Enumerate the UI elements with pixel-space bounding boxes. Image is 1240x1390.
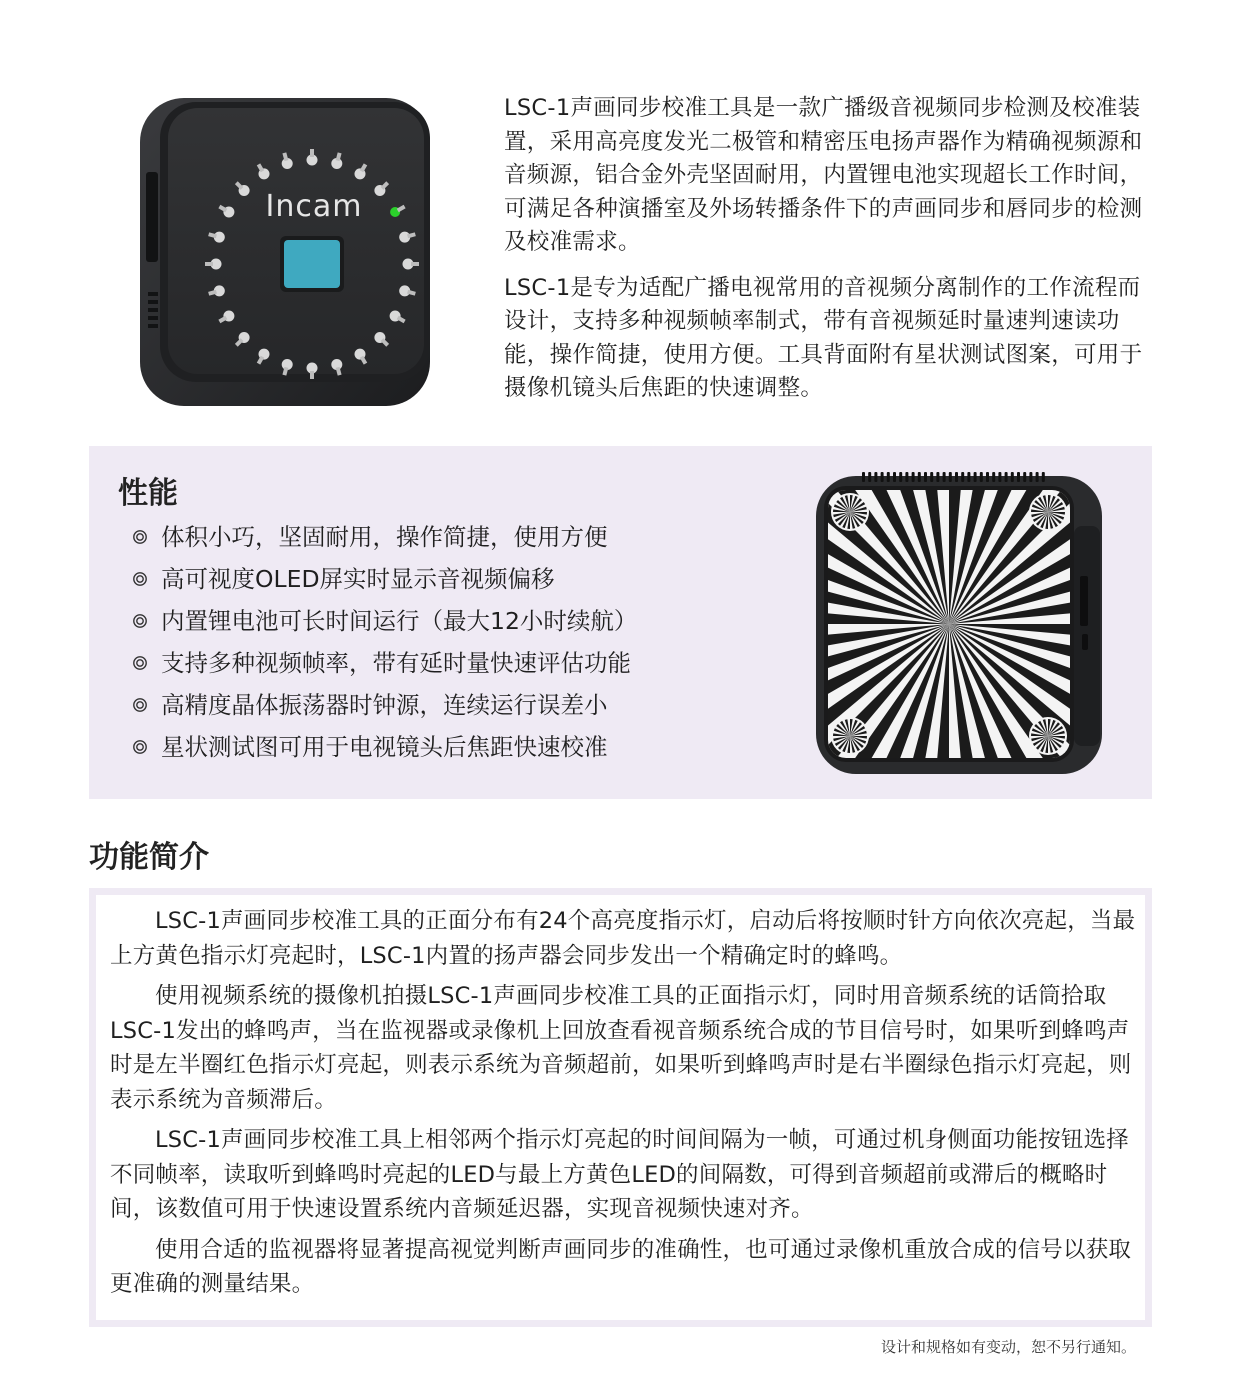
performance-item-text: 高精度晶体振荡器时钟源，连续运行误差小: [161, 691, 608, 719]
brand-label: Incam: [265, 189, 363, 224]
vent-slot: [949, 472, 952, 482]
oled-screen: [284, 240, 340, 288]
vent-slot: [1023, 472, 1026, 482]
vent-slot: [1029, 472, 1032, 482]
led-tick: [310, 371, 314, 379]
vent-slot: [905, 472, 908, 482]
vent-slot: [930, 472, 933, 482]
function-paragraph: LSC-1声画同步校准工具上相邻两个指示灯亮起的时间间隔为一帧，可通过机身侧面功能按钮选择不同帧率，读取听到蜂鸣时亮起的LED与最上方黄色LED的间隔数，可得到音频超前或滞后的概略时间，该数值可用于快速设置系统内音频延迟器，实现音视频快速对齐。: [110, 1127, 1129, 1222]
vent-slot: [980, 472, 983, 482]
double-circle-bullet-icon: [132, 613, 148, 629]
double-circle-bullet-icon: [132, 655, 148, 671]
performance-title: 性能: [118, 476, 178, 511]
performance-item: [132, 684, 637, 726]
vent-slot: [881, 472, 884, 482]
vent-slot: [936, 472, 939, 482]
function-paragraph: 使用合适的监视器将显著提高视觉判断声画同步的准确性，也可通过录像机重放合成的信号以获取更准确的测量结果。: [110, 1236, 1132, 1297]
performance-item-text: 内置锂电池可长时间运行（最大12小时续航）: [161, 607, 638, 635]
vent-slot: [1042, 472, 1045, 482]
performance-item: [132, 600, 637, 642]
function-title: 功能简介: [89, 840, 209, 875]
back-device-star-chart-image: [812, 466, 1104, 778]
performance-item-text: 星状测试图可用于电视镜头后焦距快速校准: [161, 733, 608, 761]
performance-list: [132, 516, 637, 768]
vent-slot: [912, 472, 915, 482]
vent-slot: [961, 472, 964, 482]
function-paragraph: LSC-1声画同步校准工具的正面分布有24个高亮度指示灯，启动后将按顺时针方向依次亮起，当最上方黄色指示灯亮起时，LSC-1内置的扬声器会同步发出一个精确定时的蜂鸣。: [110, 908, 1136, 969]
performance-item: [132, 558, 637, 600]
vent-slot: [874, 472, 877, 482]
vent-slot: [918, 472, 921, 482]
vent-slot: [1005, 472, 1008, 482]
vent-slot: [924, 472, 927, 482]
vent-slot: [887, 472, 890, 482]
front-device-image: [138, 92, 434, 410]
vent-slot: [868, 472, 871, 482]
performance-item: [132, 642, 637, 684]
double-circle-bullet-icon: [132, 739, 148, 755]
vent-slot: [862, 472, 865, 482]
performance-item-text: 高可视度OLED屏实时显示音视频偏移: [161, 565, 555, 593]
vent-slot: [998, 472, 1001, 482]
vent-slot: [1011, 472, 1014, 482]
vent-slot: [943, 472, 946, 482]
footnote: 设计和规格如有变动，恕不另行通知。: [880, 1338, 1136, 1356]
intro-paragraph: LSC-1声画同步校准工具是一款广播级音视频同步检测及校准装置，采用高亮度发光二极管和精密压电扬声器作为精确视频源和音频源，铝合金外壳坚固耐用，内置锂电池实现超长工作时间，可满足各种演播室及外场转播条件下的声画同步和唇同步的检测及校准需求。: [504, 95, 1143, 255]
vent-slot: [955, 472, 958, 482]
vent-slot: [992, 472, 995, 482]
vent-slot: [974, 472, 977, 482]
double-circle-bullet-icon: [132, 571, 148, 587]
led-tick: [411, 262, 419, 266]
double-circle-bullet-icon: [132, 529, 148, 545]
vent-slot: [893, 472, 896, 482]
vent-slot: [986, 472, 989, 482]
vent-slot: [1017, 472, 1020, 482]
function-text: [110, 904, 1136, 1308]
intro-text: [504, 92, 1154, 418]
vent-slot: [1036, 472, 1039, 482]
performance-item-text: 体积小巧，坚固耐用，操作简捷，使用方便: [161, 523, 608, 551]
performance-item: [132, 516, 637, 558]
performance-item-text: 支持多种视频帧率，带有延时量快速评估功能: [161, 649, 631, 677]
led-tick: [205, 262, 213, 266]
vent-slot: [967, 472, 970, 482]
led-tick: [310, 149, 314, 157]
intro-paragraph: LSC-1是专为适配广播电视常用的音视频分离制作的工作流程而设计，支持多种视频帧率制式，带有音视频延时量速判速读功能，操作简捷，使用方便。工具背面附有星状测试图案，可用于摄像机镜头后焦距的快速调整。: [504, 274, 1143, 401]
vent-slot: [899, 472, 902, 482]
performance-item: [132, 726, 637, 768]
function-paragraph: 使用视频系统的摄像机拍摄LSC-1声画同步校准工具的正面指示灯，同时用音频系统的话筒拾取LSC-1发出的蜂鸣声，当在监视器或录像机上回放查看视音频系统合成的节目信号时，如果听到蜂鸣声时是左半圈红色指示灯亮起，则表示系统为音频超前，如果听到蜂鸣声时是右半圈绿色指示灯亮起，则表示系统为音频滞后。: [110, 983, 1132, 1113]
double-circle-bullet-icon: [132, 697, 148, 713]
